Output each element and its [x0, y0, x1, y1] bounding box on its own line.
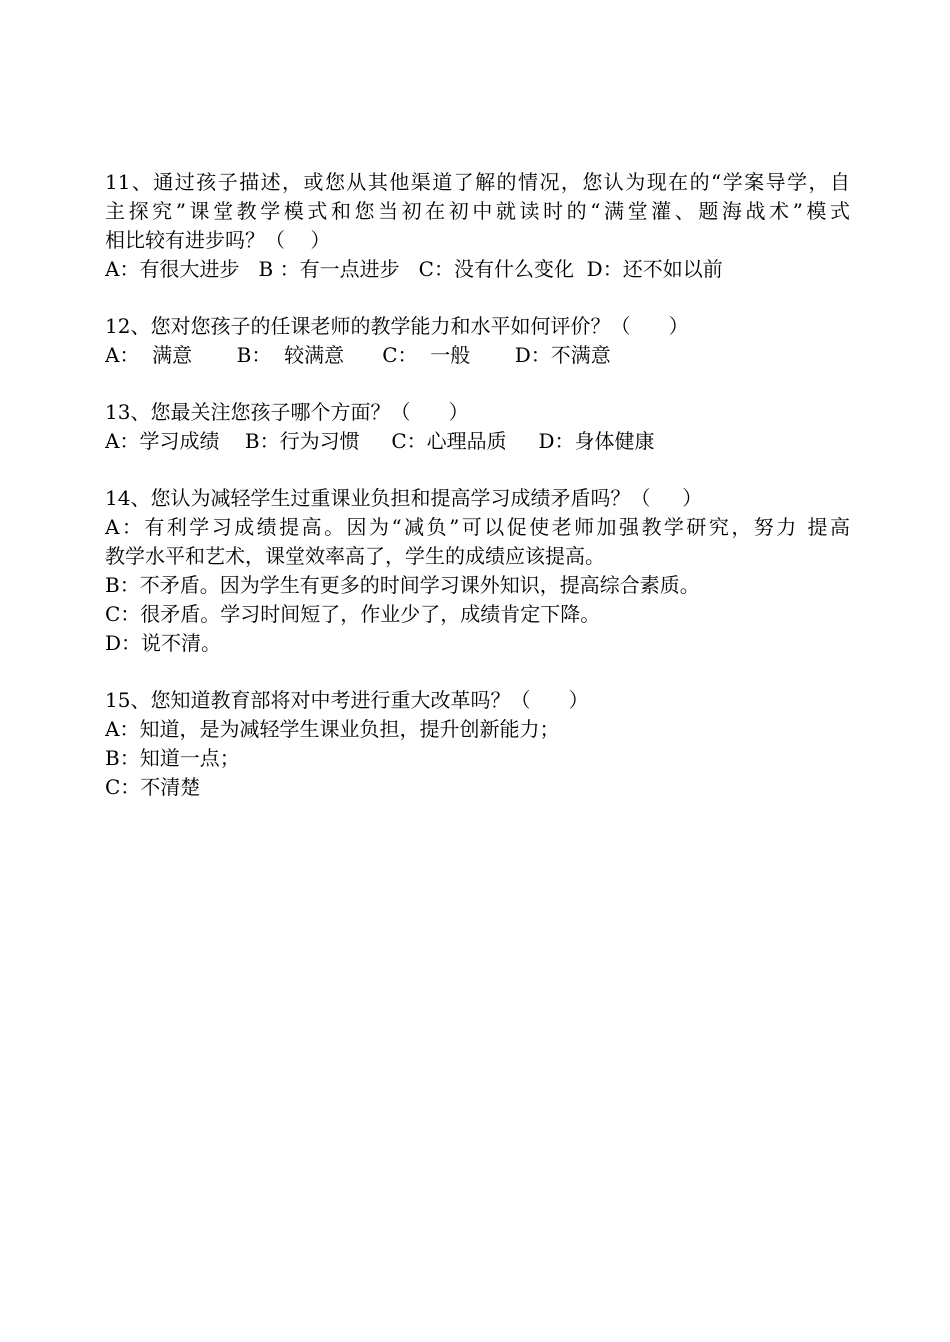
answer-options: A：有很大进步 B ：有一点进步 C：没有什么变化 D：还不如以前: [105, 257, 723, 281]
question-14: [105, 484, 850, 658]
answer-option-b: B：不矛盾。因为学生有更多的时间学习课外知识，提高综合素质。: [105, 573, 700, 597]
question-11: [105, 168, 850, 284]
question-12: [105, 312, 850, 370]
question-text: 13、您最关注您孩子哪个方面？（ ）: [105, 400, 469, 424]
question-text: 12、您对您孩子的任课老师的教学能力和水平如何评价？（ ）: [105, 314, 689, 338]
answer-option-a-continued: 教学水平和艺术，课堂效率高了，学生的成绩应该提高。: [105, 544, 605, 568]
question-text: 主探究”课堂教学模式和您当初在初中就读时的“满堂灌、题海战术”模式: [105, 199, 850, 223]
question-text: 14、您认为减轻学生过重课业负担和提高学习成绩矛盾吗？（ ）: [105, 486, 703, 510]
answer-options: A：学习成绩 B：行为习惯 C：心理品质 D：身体健康: [105, 429, 655, 453]
answer-option-d: D：说不清。: [105, 631, 222, 655]
question-text: 15、您知道教育部将对中考进行重大改革吗？（ ）: [105, 688, 589, 712]
answer-option-a: A：有利学习成绩提高。因为“减负”可以促使老师加强教学研究，努力 提高: [105, 515, 850, 539]
answer-option-c: C：不清楚: [105, 775, 201, 799]
answer-option-b: B：知道一点；: [105, 746, 240, 770]
question-text: 11、通过孩子描述，或您从其他渠道了解的情况，您认为现在的“学案导学，自: [105, 170, 850, 194]
document-page: [105, 168, 850, 830]
answer-option-c: C：很矛盾。学习时间短了，作业少了，成绩肯定下降。: [105, 602, 601, 626]
question-text: 相比较有进步吗？（ ）: [105, 228, 331, 252]
question-13: [105, 398, 850, 456]
answer-option-a: A：知道，是为减轻学生课业负担，提升创新能力；: [105, 717, 560, 741]
question-15: [105, 686, 850, 802]
answer-options: A： 满意 B： 较满意 C： 一般 D：不满意: [105, 343, 611, 367]
